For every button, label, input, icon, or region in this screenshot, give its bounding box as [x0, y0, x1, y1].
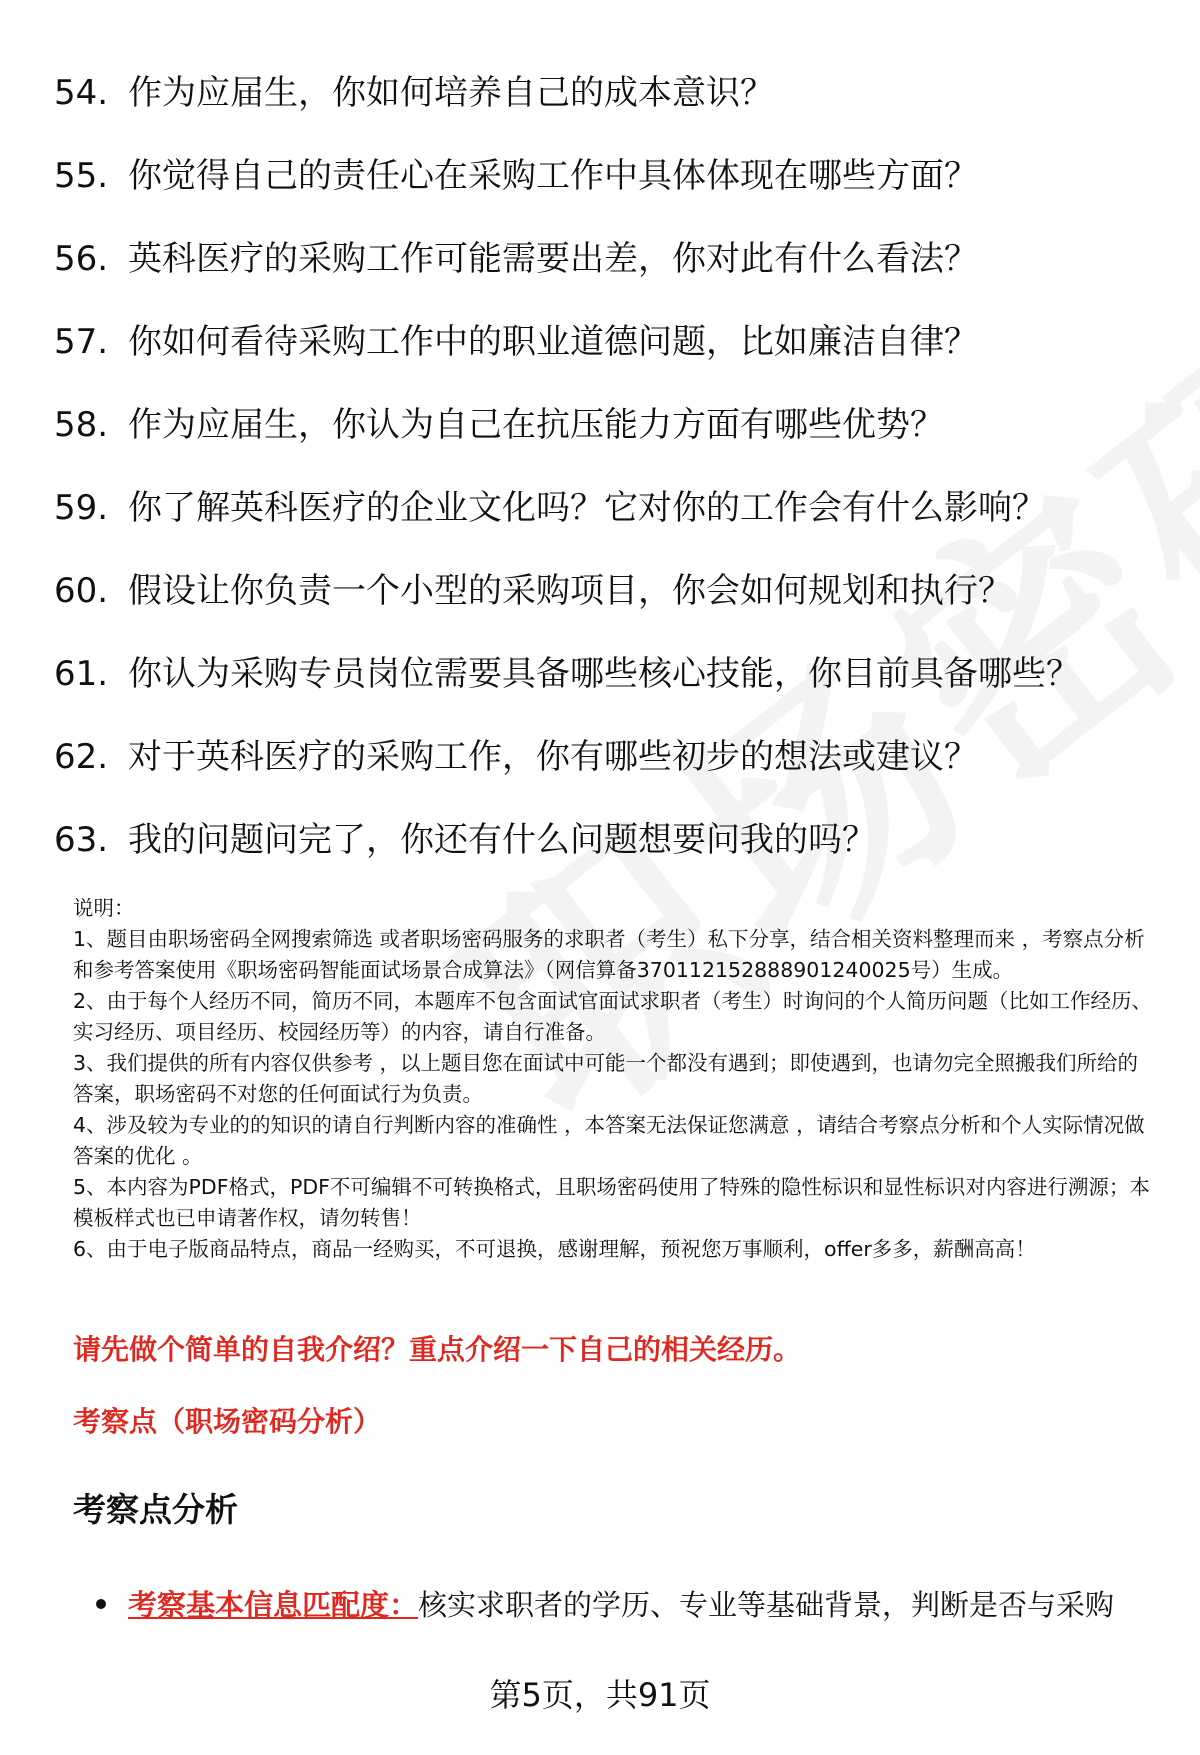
question-item [54, 218, 1174, 301]
question-number: 57. [54, 322, 109, 362]
notes-title: 说明： [73, 896, 135, 920]
question-number: 63. [54, 820, 109, 860]
question-item [54, 550, 1174, 633]
question-item [54, 301, 1174, 384]
question-number: 62. [54, 737, 109, 777]
note-item: 4、涉及较为专业的的知识的请自行判断内容的准确性 ，本答案无法保证您满意 ，请结合考察点分析和个人实际情况做答案的优化 。 [73, 1113, 1145, 1168]
question-text: 作为应届生，你认为自己在抗压能力方面有哪些优势？ [128, 405, 944, 445]
question-text: 英科医疗的采购工作可能需要出差，你对此有什么看法？ [128, 239, 978, 279]
question-text: 我的问题问完了，你还有什么问题想要问我的吗？ [128, 820, 876, 860]
note-item: 6、由于电子版商品特点，商品一经购买，不可退换，感谢理解，预祝您万事顺利，offer多多，薪酬高高！ [73, 1237, 1036, 1261]
question-text: 作为应届生，你如何培养自己的成本意识？ [128, 73, 774, 113]
question-text: 你如何看待采购工作中的职业道德问题，比如廉洁自律？ [128, 322, 978, 362]
question-number: 58. [54, 405, 109, 445]
section-heading: 考察点分析 [73, 1490, 238, 1529]
bullet-item [96, 1583, 1176, 1624]
question-item [54, 799, 1174, 882]
question-item [54, 135, 1174, 218]
featured-question: 请先做个简单的自我介绍？重点介绍一下自己的相关经历。 [73, 1333, 802, 1366]
question-item [54, 633, 1174, 716]
note-item: 3、我们提供的所有内容仅供参考 ，以上题目您在面试中可能一个都没有遇到；即使遇到，也请勿完全照搬我们所给的答案，职场密码不对您的任何面试行为负责。 [73, 1051, 1139, 1106]
question-text: 对于英科医疗的采购工作，你有哪些初步的想法或建议？ [128, 737, 978, 777]
question-item [54, 52, 1174, 135]
question-number: 55. [54, 156, 109, 196]
question-number: 61. [54, 654, 109, 694]
note-item: 5、本内容为PDF格式，PDF不可编辑不可转换格式，且职场密码使用了特殊的隐性标识和显性标识对内容进行溯源；本模板样式也已申请著作权，请勿转售！ [73, 1175, 1150, 1230]
question-number: 54. [54, 73, 109, 113]
notes-section [73, 893, 1158, 1265]
note-item: 1、题目由职场密码全网搜索筛选 或者职场密码服务的求职者（考生）私下分享，结合相关资料整理而来 ，考察点分析和参考答案使用《职场密码智能面试场景合成算法》（网信算备370112152888901240025号）生成。 [73, 927, 1145, 982]
bullet-dot-icon [96, 1599, 106, 1609]
question-item [54, 384, 1174, 467]
question-number: 56. [54, 239, 109, 279]
question-item [54, 467, 1174, 550]
question-text: 你了解英科医疗的企业文化吗？它对你的工作会有什么影响？ [128, 488, 1046, 528]
question-text: 你认为采购专员岗位需要具备哪些核心技能，你目前具备哪些？ [128, 654, 1080, 694]
page-footer: 第5页，共91页 [489, 1676, 711, 1714]
question-item [54, 716, 1174, 799]
question-number: 59. [54, 488, 109, 528]
bullet-label: 考察基本信息匹配度： [128, 1588, 419, 1622]
question-text: 你觉得自己的责任心在采购工作中具体体现在哪些方面？ [128, 156, 978, 196]
question-number: 60. [54, 571, 109, 611]
question-text: 假设让你负责一个小型的采购项目，你会如何规划和执行？ [128, 571, 1012, 611]
analysis-tag: 考察点（职场密码分析） [73, 1405, 382, 1438]
bullet-text: 核实求职者的学历、专业等基础背景，判断是否与采购 [418, 1588, 1115, 1622]
question-list [54, 52, 1174, 882]
note-item: 2、由于每个人经历不同，简历不同，本题库不包含面试官面试求职者（考生）时询问的个人简历问题（比如工作经历、实习经历、项目经历、校园经历等）的内容，请自行准备。 [73, 989, 1153, 1044]
